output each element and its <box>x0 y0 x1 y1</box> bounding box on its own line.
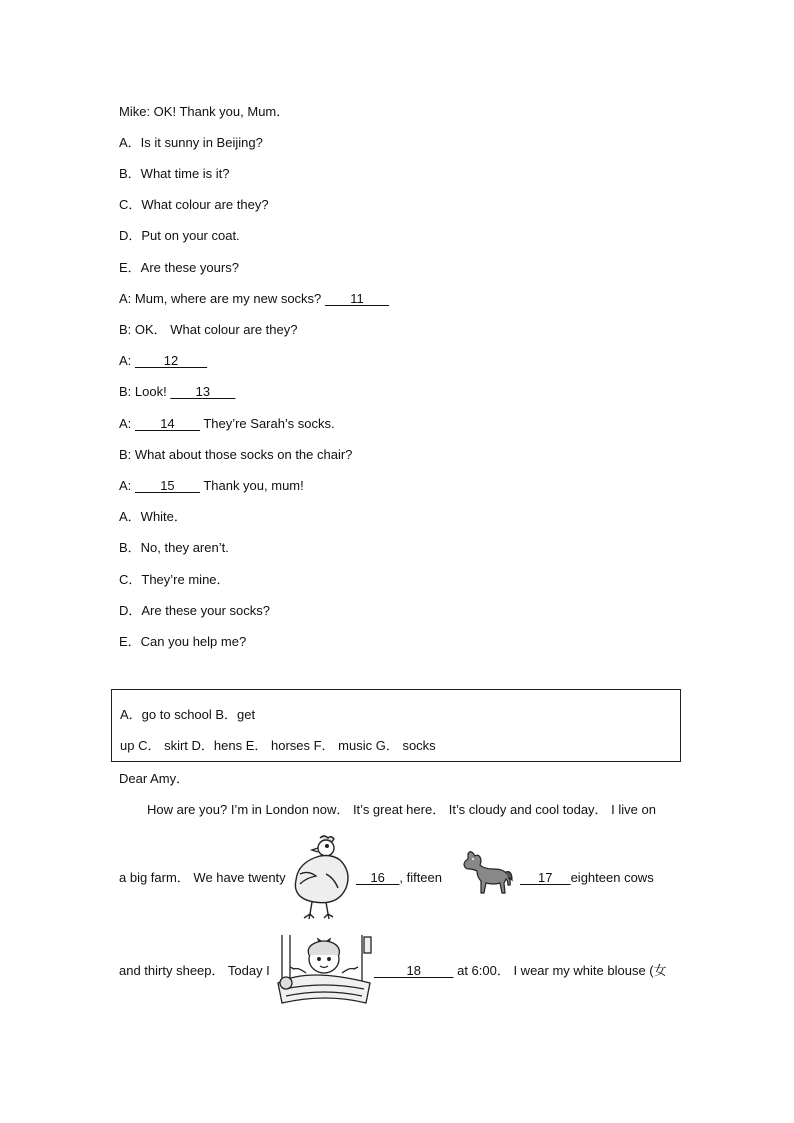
option-e: E．Can you help me? <box>119 634 247 649</box>
dialogue-text: B: Look! <box>119 384 171 399</box>
blank-16[interactable]: 16 <box>356 870 400 885</box>
blank-15[interactable]: 15 <box>134 478 200 493</box>
dialogue-text: A: <box>119 478 135 493</box>
letter-line-16-17-c <box>520 870 654 886</box>
dialogue-line: B: What about those socks on the chair? <box>119 447 353 462</box>
option-a: A．White． <box>119 509 187 524</box>
dialogue-line-13 <box>119 384 235 400</box>
dialogue-text: A: Mum, where are my new socks? <box>119 291 325 306</box>
letter-greeting: Dear Amy． <box>119 771 190 786</box>
option-d: D．Put on your coat. <box>119 228 240 243</box>
word-box-row: up C． skirt D．hens E． horses F． music G． socks <box>120 738 436 753</box>
option-e: E．Are these yours? <box>119 260 239 275</box>
blank-17[interactable]: 17 <box>520 870 571 885</box>
option-d: D．Are these your socks? <box>119 603 271 618</box>
blank-12[interactable]: 12 <box>134 353 208 368</box>
letter-text: and thirty sheep． Today I <box>119 963 270 978</box>
dialogue-line: B: OK． What colour are they? <box>119 322 298 337</box>
blank-11[interactable]: 11 <box>324 291 389 306</box>
letter-line-16-17-b <box>356 870 442 886</box>
letter-line-18-b <box>374 963 667 979</box>
dialogue-text: Thank you, mum! <box>199 478 304 493</box>
letter-text: a big farm． We have twenty <box>119 870 286 885</box>
letter-text: , fifteen <box>399 870 442 885</box>
letter-text: at 6:00． I wear my white blouse (女 <box>453 963 667 978</box>
letter-text: eighteen cows <box>570 870 654 885</box>
option-c: C．They’re mine． <box>119 572 230 587</box>
option-b: B．What time is it? <box>119 166 230 181</box>
dialogue-line-12 <box>119 353 207 369</box>
option-a: A．Is it sunny in Beijing? <box>119 135 263 150</box>
option-b: B．No, they aren’t. <box>119 540 229 555</box>
hen-icon <box>290 834 354 920</box>
word-box <box>111 689 681 762</box>
word-box-row: A．go to school B．get <box>120 707 256 722</box>
dialogue-line-14 <box>119 416 335 432</box>
dialogue-closing-line: Mike: OK! Thank you, Mum． <box>119 104 290 119</box>
letter-line-18 <box>119 963 270 979</box>
option-c: C．What colour are they? <box>119 197 269 212</box>
dialogue-line-15 <box>119 478 304 494</box>
dialogue-text: A: <box>119 416 135 431</box>
blank-14[interactable]: 14 <box>134 416 200 431</box>
dialogue-text: They’re Sarah’s socks. <box>199 416 335 431</box>
blank-13[interactable]: 13 <box>170 384 236 399</box>
dialogue-text: A: <box>119 353 135 368</box>
blank-18[interactable]: 18 <box>374 963 454 978</box>
girl-getting-up-icon <box>276 933 372 1009</box>
horse-icon <box>462 850 514 902</box>
letter-line-16-17 <box>119 870 286 886</box>
dialogue-line-11 <box>119 291 389 307</box>
letter-paragraph-line: How are you? I’m in London now． It’s great here． It’s cloudy and cool today． I live on <box>147 802 656 817</box>
